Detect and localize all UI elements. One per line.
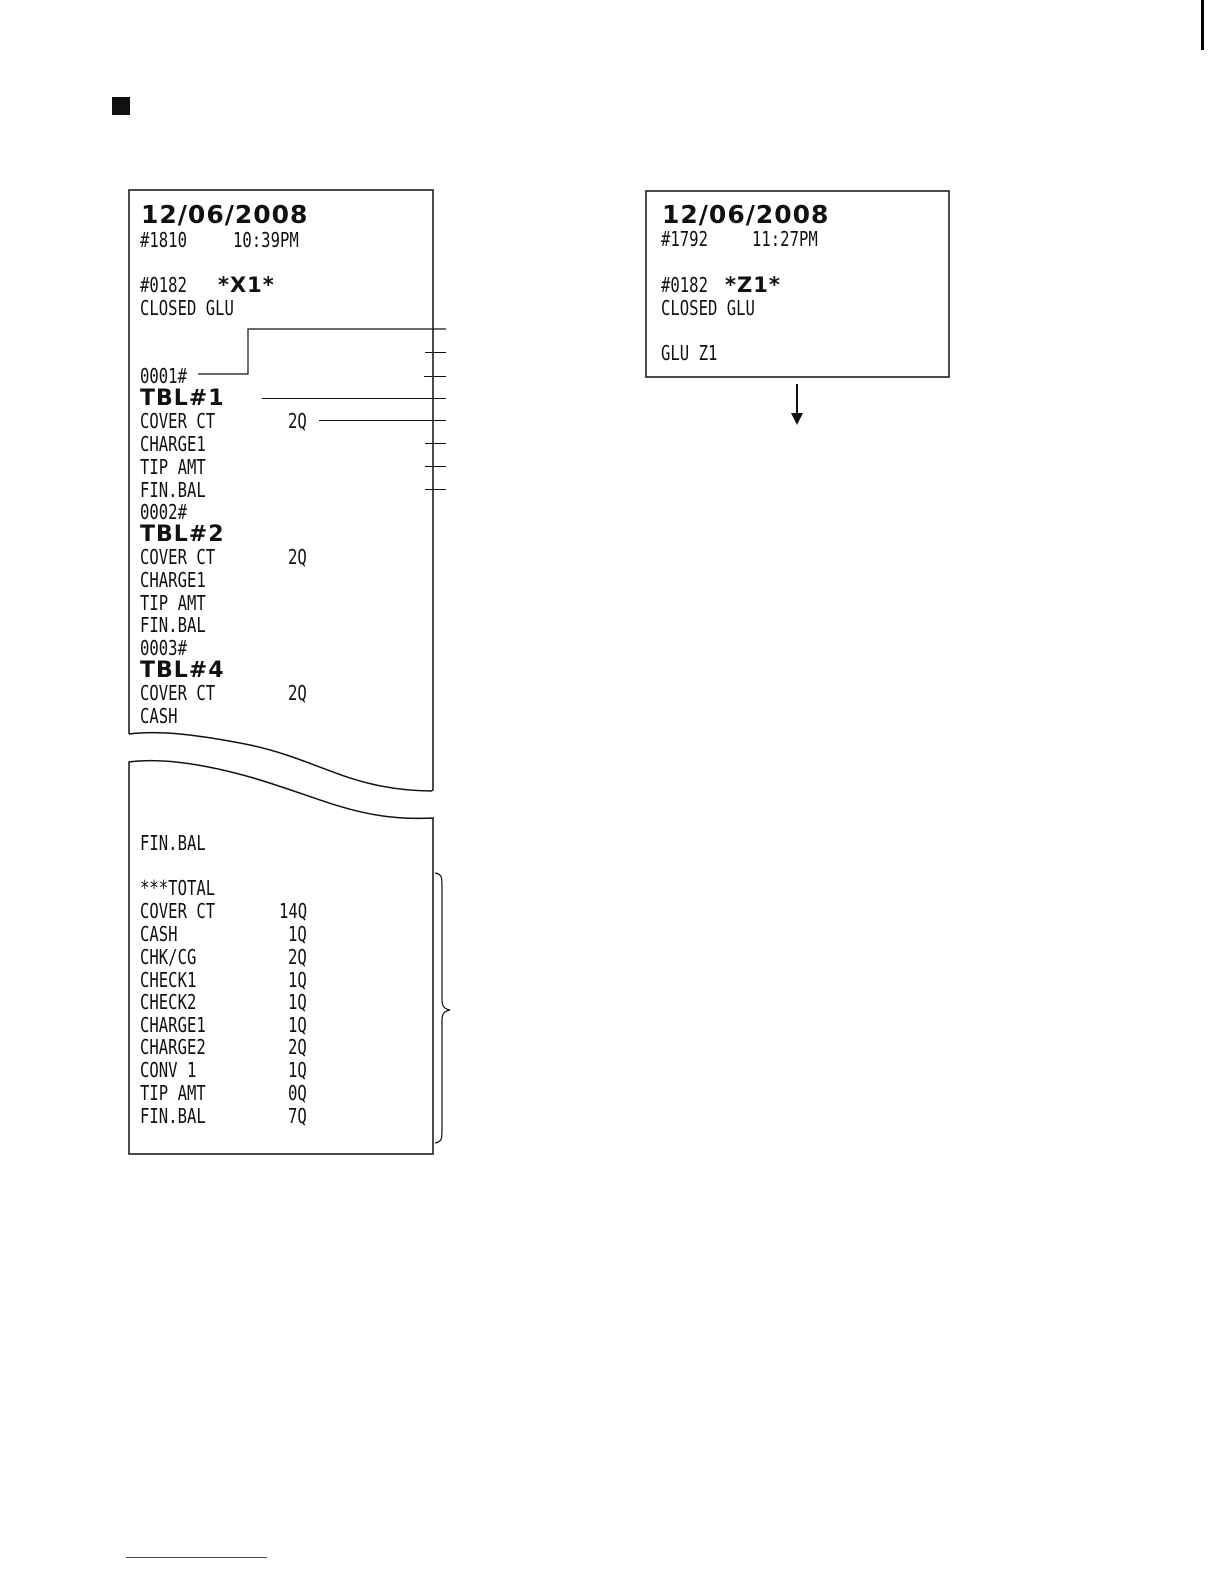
total-row-count: 1Q <box>288 1013 307 1037</box>
total-heading: ***TOTAL <box>140 876 216 900</box>
x-date: 12/06/2008 <box>141 200 309 229</box>
z-mode-code: #0182 <box>661 273 708 297</box>
z-report-title: CLOSED GLU <box>661 296 755 320</box>
entry-3-guest: 0003# <box>140 636 187 660</box>
x-report-title: CLOSED GLU <box>140 296 234 320</box>
x-mode-code: #0182 <box>140 273 187 297</box>
total-row-count: 1Q <box>288 922 307 946</box>
x-time: 10:39PM <box>233 228 299 252</box>
table-callout-line <box>262 398 446 399</box>
entry-2-cover-value: 2Q <box>288 545 307 569</box>
entry-2-guest: 0002# <box>140 500 187 524</box>
entry-1-table: TBL#1 <box>140 386 225 411</box>
guest-callout-line <box>198 329 446 374</box>
entry-1-line-3-label: FIN.BAL <box>140 478 206 502</box>
entry-2-line-3-label: FIN.BAL <box>140 613 206 637</box>
total-row-count: 2Q <box>288 945 307 969</box>
total-row-label: CASH <box>140 922 178 946</box>
entry-1-cover-label: COVER CT <box>140 409 216 433</box>
entry-1-line-2-label: TIP AMT <box>140 455 206 479</box>
entry-1-cover-value: 2Q <box>288 409 307 433</box>
charge-callout-line <box>425 443 446 444</box>
total-row-label: FIN.BAL <box>140 1104 206 1128</box>
fin-bal-callout-line <box>425 489 446 490</box>
tip-callout-line <box>425 466 446 467</box>
entry-2-line-1-label: CHARGE1 <box>140 568 206 592</box>
entry-2-line-2-label: TIP AMT <box>140 591 206 615</box>
continued-fin-bal-label: FIN.BAL <box>140 831 206 855</box>
total-row-count: 0Q <box>288 1081 307 1105</box>
total-row-label: TIP AMT <box>140 1081 206 1105</box>
down-arrow-head <box>791 413 803 425</box>
totals-brace <box>435 873 450 1143</box>
total-row-label: COVER CT <box>140 899 216 923</box>
total-row-count: 1Q <box>288 990 307 1014</box>
total-row-count: 2Q <box>288 1035 307 1059</box>
x-mode-label: *X1* <box>218 273 275 297</box>
entry-2-cover-label: COVER CT <box>140 545 216 569</box>
count-callout-line <box>424 376 446 377</box>
total-row-count: 7Q <box>288 1104 307 1128</box>
total-row-label: CONV 1 <box>140 1058 197 1082</box>
total-row-count: 14Q <box>279 899 308 923</box>
footnote-rule <box>126 1557 267 1558</box>
entry-2-table: TBL#2 <box>140 522 225 547</box>
total-row-label: CHECK1 <box>140 968 197 992</box>
z-consecutive-number: #1792 <box>661 227 708 251</box>
entry-3-cover-value: 2Q <box>288 681 307 705</box>
entry-1-guest: 0001# <box>140 364 187 388</box>
z-mode-label: *Z1* <box>725 273 781 297</box>
entry-3-table: TBL#4 <box>140 658 225 683</box>
total-row-label: CHARGE2 <box>140 1035 206 1059</box>
z-date: 12/06/2008 <box>662 200 830 229</box>
entry-1-line-1-label: CHARGE1 <box>140 432 206 456</box>
entry-3-line-1-label: CASH <box>140 704 178 728</box>
total-row-count: 1Q <box>288 1058 307 1082</box>
range-callout-line <box>425 352 446 353</box>
z-time: 11:27PM <box>752 227 818 251</box>
x-consecutive-number: #1810 <box>140 228 187 252</box>
total-row-label: CHK/CG <box>140 945 197 969</box>
total-row-label: CHECK2 <box>140 990 197 1014</box>
total-row-count: 1Q <box>288 968 307 992</box>
cover-callout-line <box>319 420 446 421</box>
z-footer-label: GLU Z1 <box>661 341 718 365</box>
entry-3-cover-label: COVER CT <box>140 681 216 705</box>
total-row-label: CHARGE1 <box>140 1013 206 1037</box>
